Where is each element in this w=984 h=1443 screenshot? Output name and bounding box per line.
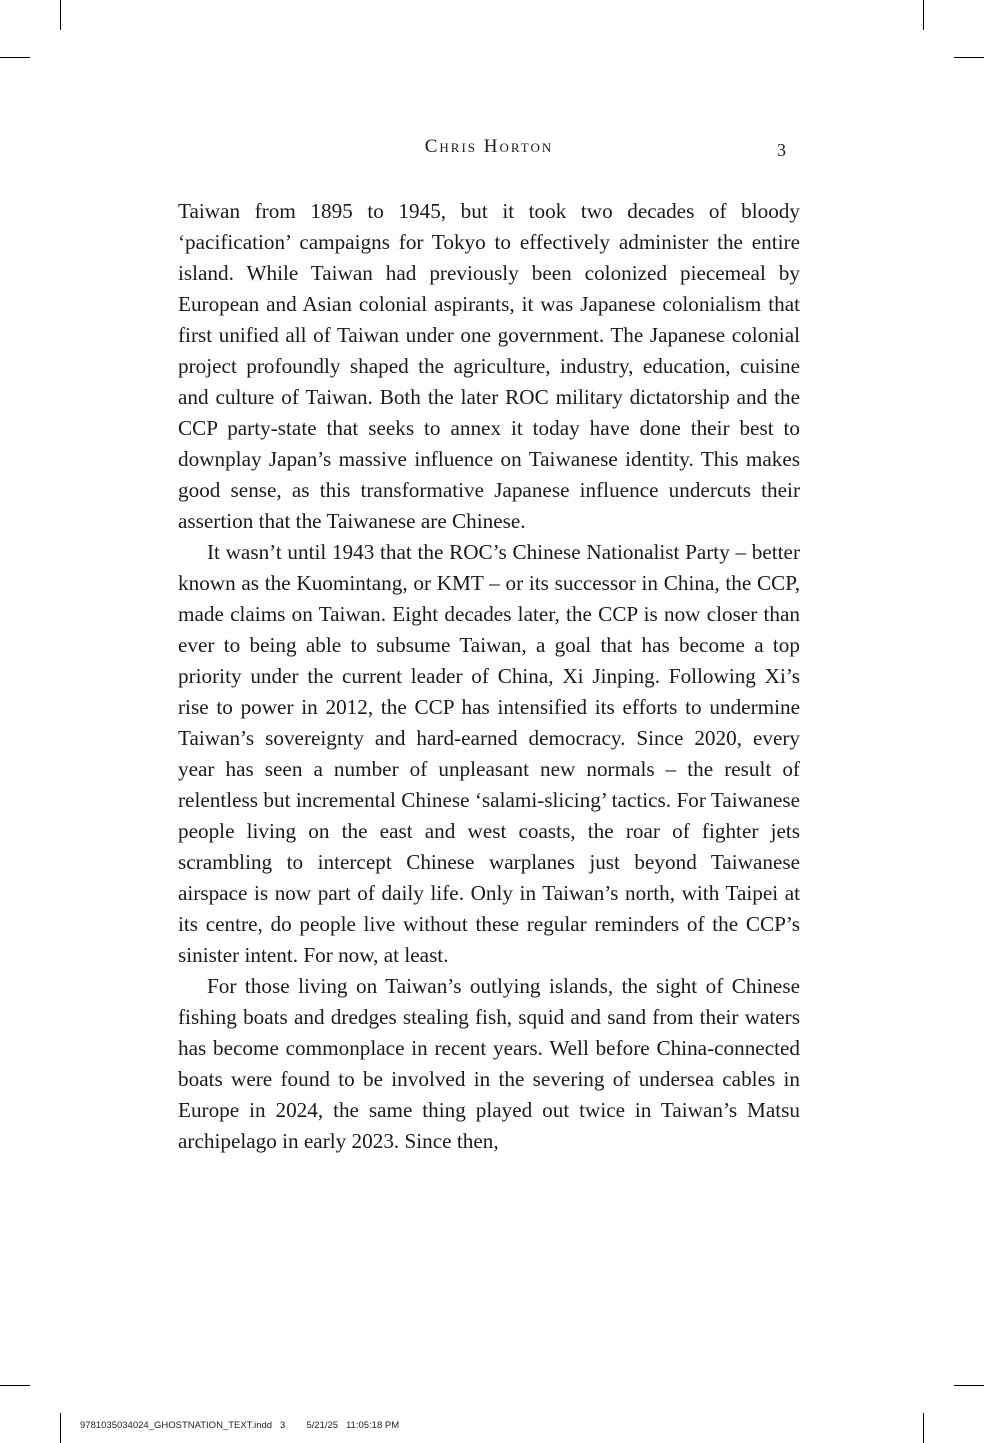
crop-mark-top-right xyxy=(923,0,924,30)
paragraph-3: For those living on Taiwan’s outlying islands, the sight of Chinese fishing boats and dredges stealing fish, squid and sand from their waters has become commonplace in recent years. Well before China-connected boats were found to be involved in the severing of undersea cables in Europe in 2024, the same thing played out twice in Taiwan’s Matsu archipelago in early 2023. Since then, xyxy=(178,974,800,1153)
crop-mark-bottom-right xyxy=(923,1413,924,1443)
paragraph-2: It wasn’t until 1943 that the ROC’s Chinese Nationalist Party – better known as the Kuomintang, or KMT – or its successor in China, the CCP, made claims on Taiwan. Eight decades later, the CCP is now closer than ever to being able to subsume Taiwan, a goal that has become a top priority under the current leader of China, Xi Jinping. Following Xi’s rise to power in 2012, the CCP has intensified its efforts to undermine Taiwan’s sovereignty and hard-earned democracy. Since 2020, every year has seen a number of unpleasant new normals – the result of relentless but incremental Chinese ‘salami-slicing’ tactics. For Taiwanese people living on the east and west coasts, the roar of fighter jets scrambling to intercept Chinese warplanes just beyond Taiwanese airspace is now part of daily life. Only in Taiwan’s north, with Taipei at its centre, do people live without these regular reminders of the CCP’s sinister intent. For now, at least. xyxy=(178,540,800,967)
running-head-author: Chris Horton xyxy=(424,136,554,157)
page-number: 3 xyxy=(777,140,786,160)
crop-mark-left-bottom xyxy=(0,1385,30,1386)
crop-mark-top-left xyxy=(60,0,61,30)
crop-mark-bottom-left xyxy=(60,1413,61,1443)
slug-line: 9781035034024_GHOSTNATION_TEXT.indd 3 5/21/25 11:05:18 PM xyxy=(80,1420,400,1431)
crop-mark-left-top xyxy=(0,57,30,58)
crop-mark-right-bottom xyxy=(954,1385,984,1386)
crop-mark-right-top xyxy=(954,57,984,58)
body-text xyxy=(178,196,800,1157)
running-head xyxy=(178,136,800,164)
paragraph-1: Taiwan from 1895 to 1945, but it took two decades of bloody ‘pacification’ campaigns for Tokyo to effectively administer the entire island. While Taiwan had previously been colonized piecemeal by European and Asian colonial aspirants, it was Japanese colonialism that first unified all of Taiwan under one government. The Japanese colonial project profoundly shaped the agriculture, industry, education, cuisine and culture of Taiwan. Both the later ROC military dictatorship and the CCP party-state that seeks to annex it today have done their best to downplay Japan’s massive influence on Taiwanese identity. This makes good sense, as this transformative Japanese influence undercuts their assertion that the Taiwanese are Chinese. xyxy=(178,199,800,533)
